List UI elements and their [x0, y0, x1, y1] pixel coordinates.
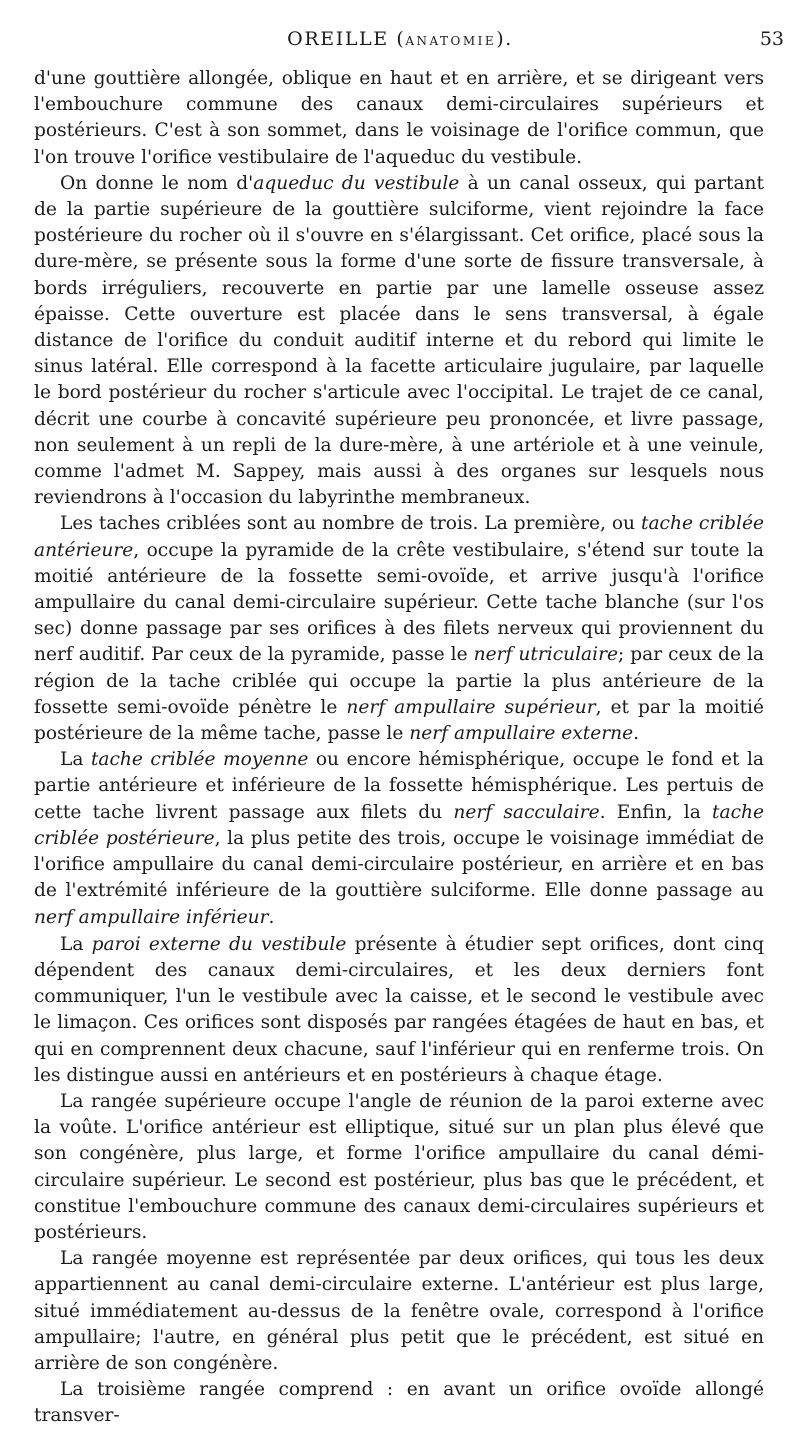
title-paren-open: ( — [388, 28, 406, 50]
title-small-caps: ANATOMIE — [405, 34, 497, 48]
text-run: , et par la moitié postérieure de la même tache, passe le — [34, 696, 765, 745]
text-run: à un canal osseux, qui partant de la partie supérieure de la gouttière sulciforme, vient rejoindre la face postérieure du rocher où il s'ouvre en s'élargissant. Cet orifice, placé sous la dure-mère, se présente sous la forme d'une sorte de fissure transversale, à bords irréguliers, recouverte en partie par une lamelle osseuse assez épaisse. Cette ouverture est placée dans le sens transversal, à égale distance de l'orifice du conduit auditif interne et du rebord qui limite le sinus latéral. Elle correspond à la facette articulaire jugulaire, par laquelle le bord postérieur du rocher s'articule avec l'occipital. Le trajet de ce canal, décrit une courbe à concavité supérieure peu prononcée, et livre passage, non seulement à un repli de la dure-mère, à une artériole et à une veinule, comme l'admet M. Sappey, mais aussi à des organes sur lesquels nous reviendrons à l'occasion du labyrinthe membraneux. — [34, 172, 764, 509]
page-number: 53 — [759, 28, 784, 50]
italic-term: tache criblée postérieure — [34, 801, 764, 849]
paragraph-6 — [34, 1089, 764, 1246]
paragraph-1 — [34, 66, 764, 171]
text-run: d'une gouttière allongée, oblique en haut et en arrière, et se dirigeant vers l'embouchure commune des canaux demi-circulaires supérieurs et postérieurs. C'est à son sommet, dans le voisinage de l'orifice commun, que l'on trouve l'orifice vestibulaire de l'aqueduc du vestibule. — [34, 68, 764, 168]
italic-term: tache criblée antérieure — [34, 513, 765, 561]
text-run: La troisième rangée comprend : en avant un orifice ovoïde allongé transver- — [34, 1379, 764, 1427]
italic-term: nerf ampullaire inférieur — [34, 906, 269, 928]
italic-term: nerf ampullaire supérieur — [346, 696, 596, 718]
text-run: La rangée supérieure occupe l'angle de réunion de la paroi externe avec la voûte. L'orifice antérieur est elliptique, situé sur un plan plus élevé que son congénère, plus large, et forme l'orifice ampullaire du canal démi-circulaire supérieur. Le second est postérieur, plus bas que le précédent, et constitue l'embouchure commune des canaux demi-circulaires supérieurs et postérieurs. — [34, 1090, 764, 1243]
italic-term: nerf utriculaire — [473, 644, 618, 666]
text-run: ; par ceux de la région de la tache criblée qui occupe la partie la plus antérieure de la fossette semi-ovoïde pénètre le — [34, 644, 765, 718]
paragraph-7 — [34, 1246, 764, 1377]
italic-term: nerf ampullaire externe — [409, 723, 634, 745]
text-run: . — [268, 906, 275, 928]
italic-term: tache criblée moyenne — [90, 749, 309, 771]
text-run: La — [60, 749, 91, 771]
text-run: . — [633, 723, 640, 745]
running-header — [0, 28, 800, 58]
italic-term: aqueduc du vestibule — [253, 172, 460, 194]
text-run: La — [60, 933, 92, 955]
running-title — [0, 28, 800, 50]
body-text — [34, 66, 764, 1430]
paragraph-8 — [34, 1377, 764, 1429]
paragraph-4 — [34, 747, 764, 930]
paragraph-5 — [34, 932, 764, 1089]
text-run: , occupe la pyramide de la crête vestibulaire, s'étend sur toute la moitié antérieure de la fossette semi-ovoïde, et arrive jusqu'à l'orifice ampullaire du canal demi-circulaire supérieur. Cette tache blanche (sur l'os sec) donne passage par ses orifices à des filets nerveux qui proviennent du nerf auditif. Par ceux de la pyramide, passe le — [34, 539, 764, 666]
italic-term: paroi externe du vestibule — [91, 933, 347, 955]
text-run: , la plus petite des trois, occupe le voisinage immédiat de l'orifice ampullaire du canal demi-circulaire postérieur, en arrière et en bas de l'extrémité inférieure de la gouttière sulciforme. Elle donne passage au — [34, 827, 764, 902]
paragraph-3 — [34, 511, 764, 747]
text-run: Les taches criblées sont au nombre de trois. La première, ou — [60, 513, 641, 535]
text-run: On donne le nom d' — [60, 172, 254, 194]
text-run: La rangée moyenne est représentée par deux orifices, qui tous les deux appartiennent au canal demi-circulaire externe. L'antérieur est plus large, situé immédiatement au-dessus de la fenêtre ovale, correspond à l'orifice ampullaire; l'autre, en général plus petit que le précédent, est situé en arrière de son congénère. — [34, 1248, 764, 1374]
title-paren-close: ). — [496, 28, 513, 50]
text-run: présente à étudier sept orifices, dont cinq dépendent des canaux demi-circulaires, et les deux derniers font communiquer, l'un le vestibule avec la caisse, et le second le vestibule avec le limaçon. Ces orifices sont disposés par rangées étagées de haut en bas, et qui en comprennent deux chacune, sauf l'inférieur qui en renferme trois. On les distingue aussi en antérieurs et en postérieurs à chaque étage. — [34, 933, 764, 1086]
title-main: OREILLE — [287, 28, 389, 50]
italic-term: nerf sacculaire — [453, 801, 600, 823]
text-run: . Enfin, la — [599, 801, 713, 823]
paragraph-2 — [34, 171, 764, 512]
text-run: ou encore hémisphérique, occupe le fond et la partie antérieure et inférieure de la fossette hémisphérique. Les pertuis de cette tache livrent passage aux filets du — [34, 749, 765, 823]
